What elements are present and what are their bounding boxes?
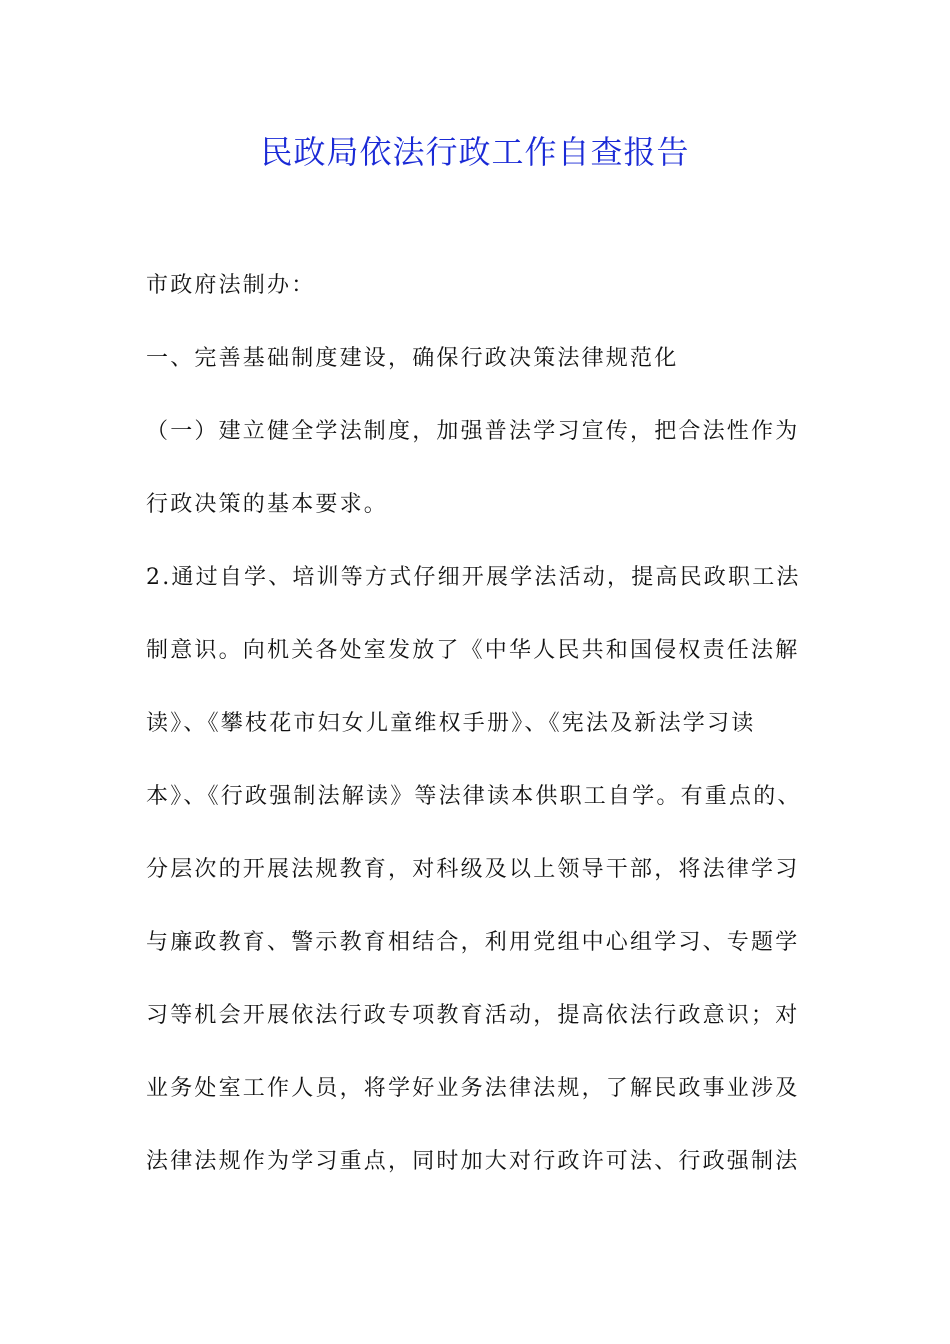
subsection-heading: （一）建立健全学法制度，加强普法学习宣传，把合法性作为 bbox=[146, 419, 800, 444]
paragraph-line: 读》、《攀枝花市妇女儿童维权手册》、《宪法及新法学习读 bbox=[146, 711, 756, 736]
paragraph-line: 法律法规作为学习重点，同时加大对行政许可法、行政强制法 bbox=[146, 1149, 800, 1174]
paragraph-line: 制意识。向机关各处室发放了《中华人民共和国侵权责任法解 bbox=[146, 638, 800, 663]
paragraph-line: 本》、《行政强制法解读》等法律读本供职工自学。有重点的、 bbox=[146, 784, 802, 809]
addressee-line: 市政府法制办： bbox=[146, 273, 316, 298]
paragraph-line: 分层次的开展法规教育，对科级及以上领导干部，将法律学习 bbox=[146, 857, 800, 882]
paragraph-line: 与廉政教育、警示教育相结合，利用党组中心组学习、专题学 bbox=[146, 930, 800, 955]
document-title: 民政局依法行政工作自查报告 bbox=[260, 133, 690, 171]
paragraph-line: 业务处室工作人员，将学好业务法律法规，了解民政事业涉及 bbox=[146, 1076, 800, 1101]
paragraph-line: 2.通过自学、培训等方式仔细开展学法活动，提高民政职工法 bbox=[146, 565, 801, 590]
paragraph-line: 习等机会开展依法行政专项教育活动，提高依法行政意识；对 bbox=[146, 1003, 800, 1028]
paragraph-line: 行政决策的基本要求。 bbox=[146, 492, 389, 517]
section-heading: 一、完善基础制度建设，确保行政决策法律规范化 bbox=[146, 346, 679, 371]
document-body bbox=[146, 264, 826, 1213]
